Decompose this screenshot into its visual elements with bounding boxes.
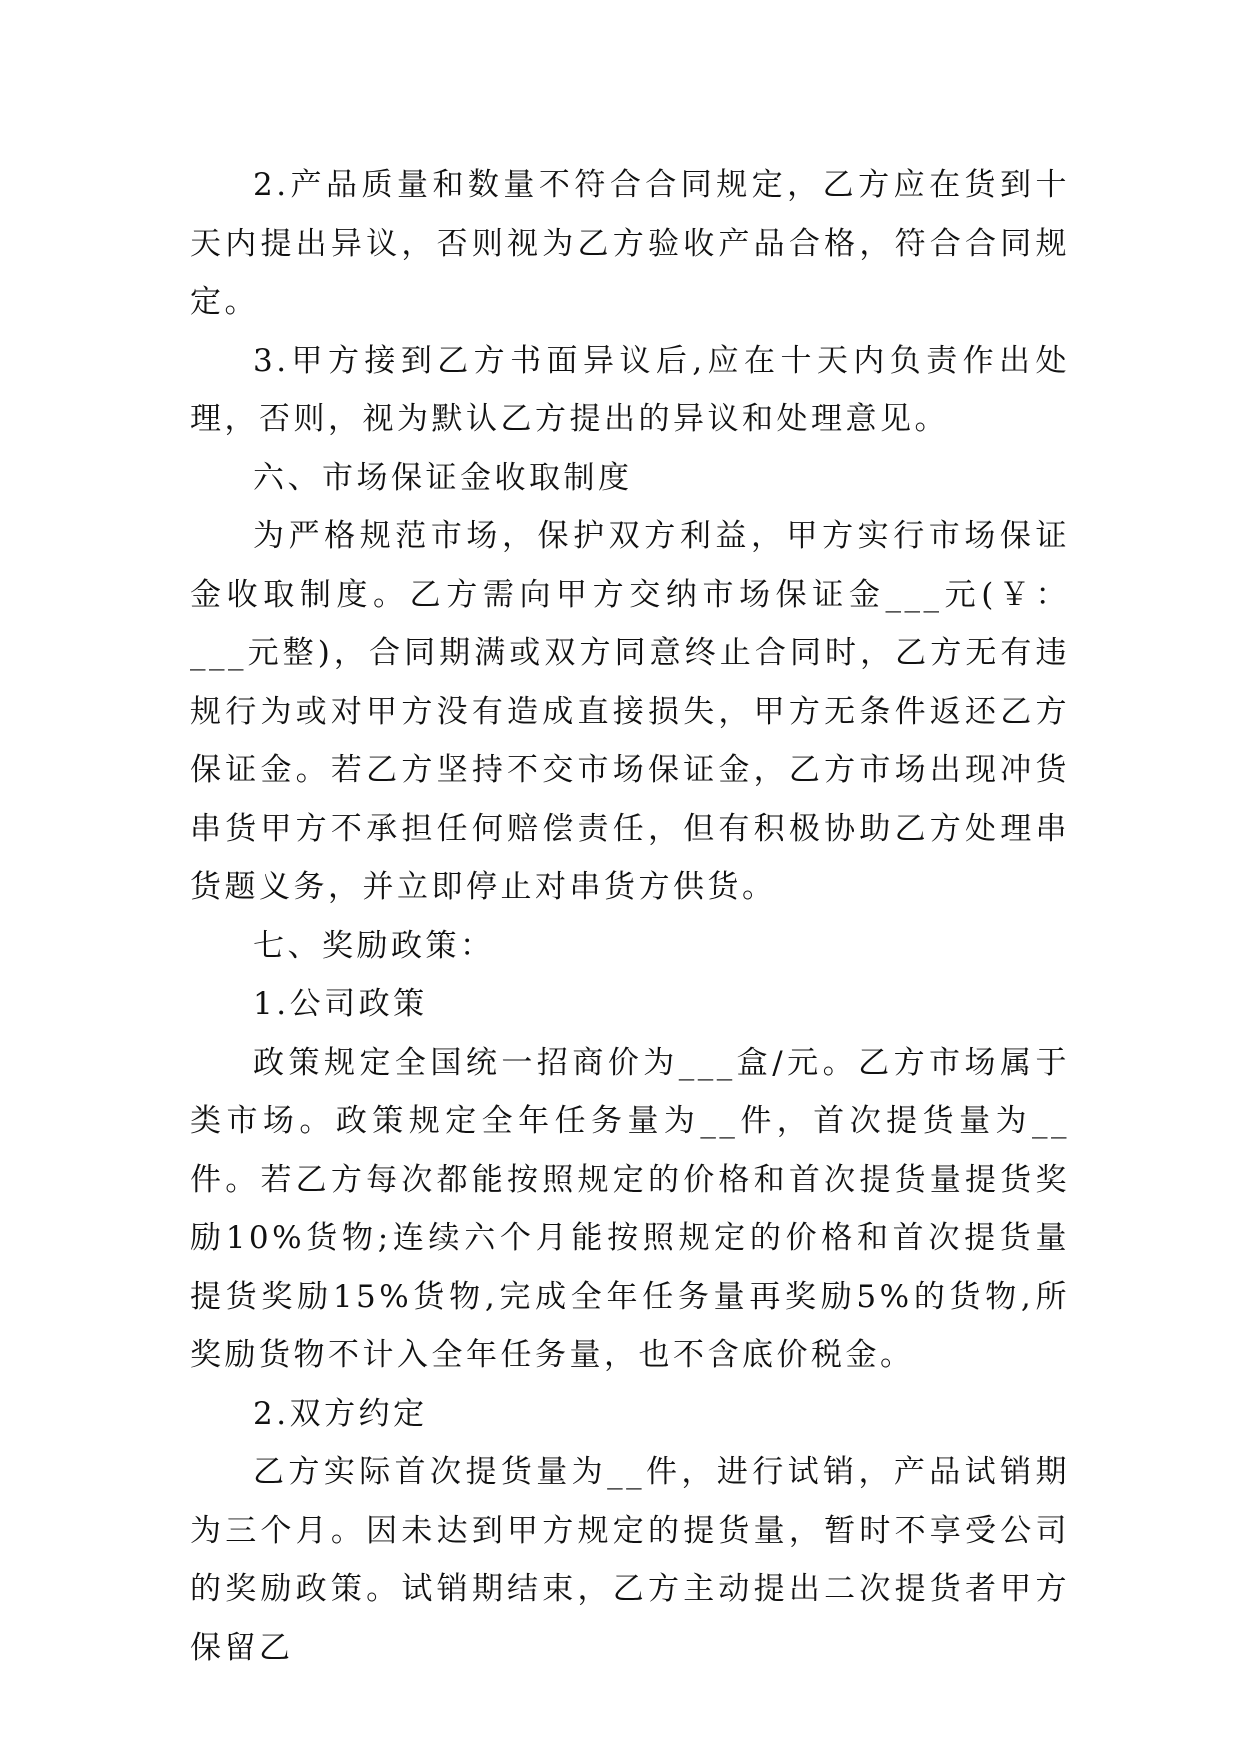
paragraph-company-policy: 政策规定全国统一招商价为___盒/元。乙方市场属于类市场。政策规定全年任务量为__件，首次提货量为__件。若乙方每次都能按照规定的价格和首次提货量提货奖励10%货物;连续六个月能按照规定的价格和首次提货量提货奖励15%货物,完成全年任务量再奖励5%的货物,所奖励货物不计入全年任务量，也不含底价税金。 [190, 1044, 1070, 1373]
paragraph-deposit-terms: 为严格规范市场，保护双方利益，甲方实行市场保证金收取制度。乙方需向甲方交纳市场保证金___元(￥：___元整)，合同期满或双方同意终止合同时，乙方无有违规行为或对甲方没有造成直接损失，甲方无条件返还乙方保证金。若乙方坚持不交市场保证金，乙方市场出现冲货串货甲方不承担任何赔偿责任，但有积极协助乙方处理串货题义务，并立即停止对串货方供货。 [190, 518, 1070, 905]
paragraph-mutual-agreement: 乙方实际首次提货量为__件，进行试销，产品试销期为三个月。因未达到甲方规定的提货量，暂时不享受公司的奖励政策。试销期结束，乙方主动提出二次提货者甲方保留乙 [190, 1454, 1070, 1666]
section-heading-deposit: 六、市场保证金收取制度 [253, 459, 633, 496]
section-heading-rewards: 七、奖励政策： [253, 927, 495, 964]
subheading-mutual-agreement: 2.双方约定 [253, 1395, 428, 1432]
document-body [190, 156, 1070, 1677]
subheading-company-policy: 1.公司政策 [253, 986, 428, 1022]
paragraph-objection-handling: 3.甲方接到乙方书面异议后,应在十天内负责作出处理，否则，视为默认乙方提出的异议和处理意见。 [190, 342, 1070, 437]
paragraph-quality-objection: 2.产品质量和数量不符合合同规定，乙方应在货到十天内提出异议，否则视为乙方验收产品合格，符合合同规定。 [190, 167, 1070, 320]
